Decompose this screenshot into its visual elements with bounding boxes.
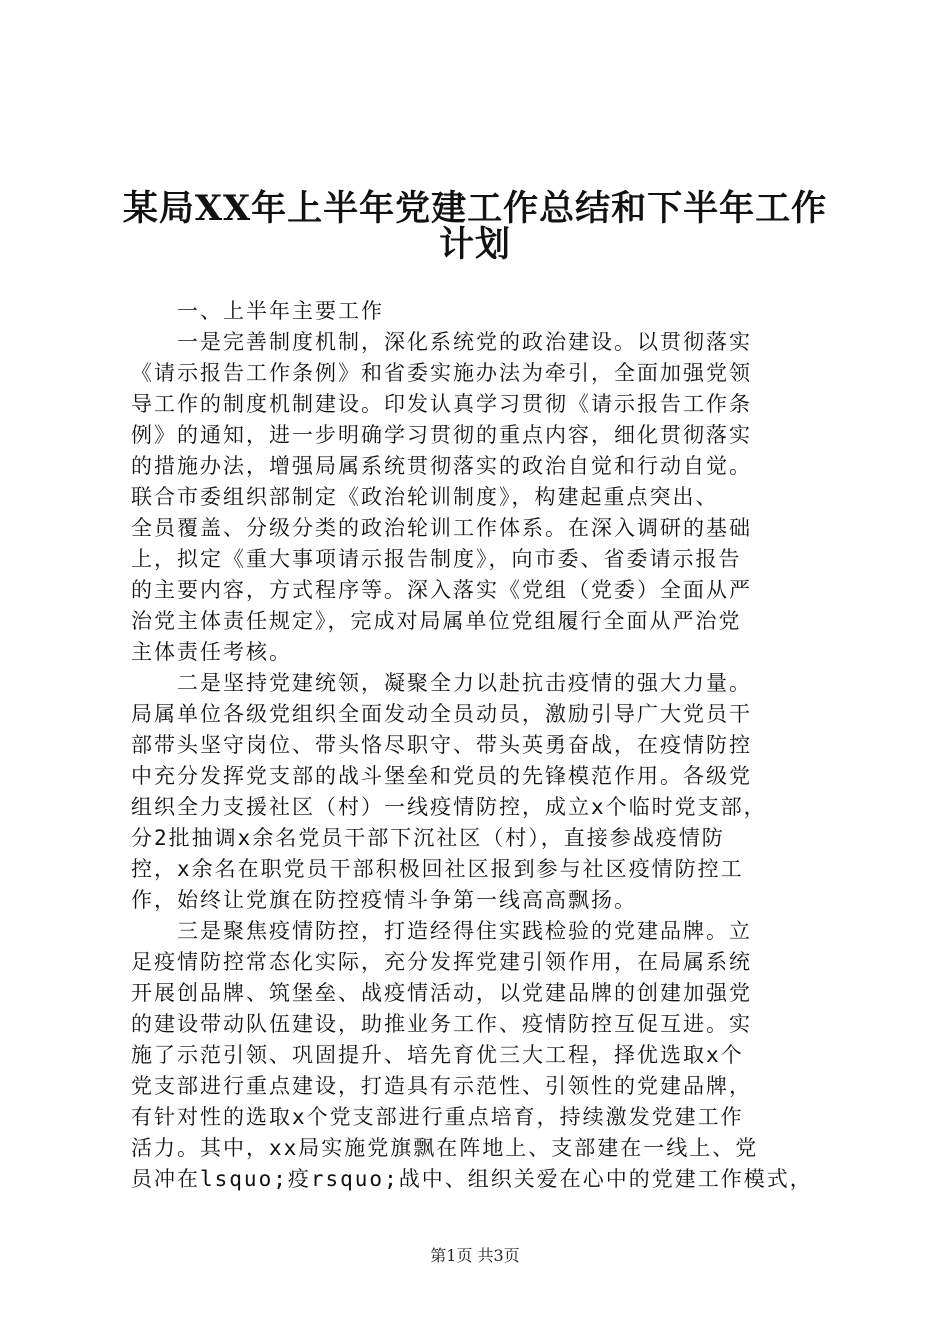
body-line: 一是完善制度机制，深化系统党的政治建设。以贯彻落实 <box>131 330 752 354</box>
body-line: 治党主体责任规定》，完成对局属单位党组履行全面从严治党 <box>131 609 742 633</box>
document-body <box>131 296 831 1195</box>
body-line: 二是坚持党建统领，凝聚全力以赴抗击疫情的强大力量。 <box>131 671 752 695</box>
body-line: 有针对性的选取x个党支部进行重点培育，持续激发党建工作 <box>131 1105 744 1129</box>
body-line: 一、上半年主要工作 <box>131 299 384 323</box>
body-line: 局属单位各级党组织全面发动全员动员，激励引导广大党员干 <box>131 702 752 726</box>
body-line: 控，x余名在职党员干部积极回社区报到参与社区疫情防控工 <box>131 857 744 881</box>
body-line: 的主要内容，方式程序等。深入落实《党组（党委）全面从严 <box>131 578 752 602</box>
body-line: 党支部进行重点建设，打造具有示范性、引领性的党建品牌， <box>131 1074 752 1098</box>
body-line: 主体责任考核。 <box>131 640 292 664</box>
body-line: 足疫情防控常态化实际，充分发挥党建引领作用，在局属系统 <box>131 950 752 974</box>
body-line: 中充分发挥党支部的战斗堡垒和党员的先锋模范作用。各级党 <box>131 764 752 788</box>
body-line: 例》的通知，进一步明确学习贯彻的重点内容，细化贯彻落实 <box>131 423 752 447</box>
body-line: 《请示报告工作条例》和省委实施办法为牵引，全面加强党领 <box>131 361 752 385</box>
body-line: 活力。其中，xx局实施党旗飘在阵地上、支部建在一线上、党 <box>131 1136 759 1160</box>
body-line: 的建设带动队伍建设，助推业务工作、疫情防控互促互进。实 <box>131 1012 752 1036</box>
body-line: 的措施办法，增强局属系统贯彻落实的政治自觉和行动自觉。 <box>131 454 752 478</box>
body-line: 联合市委组织部制定《政治轮训制度》，构建起重点突出、 <box>131 485 719 509</box>
body-line: 开展创品牌、筑堡垒、战疫情活动，以党建品牌的创建加强党 <box>131 981 752 1005</box>
body-line: 组织全力支援社区（村）一线疫情防控，成立x个临时党支部， <box>131 795 767 819</box>
body-line: 全员覆盖、分级分类的政治轮训工作体系。在深入调研的基础 <box>131 516 752 540</box>
body-line: 导工作的制度机制建设。印发认真学习贯彻《请示报告工作条 <box>131 392 752 416</box>
page-footer: 第1页 共3页 <box>430 1246 520 1265</box>
document-title-line-2: 计划 <box>438 224 511 265</box>
body-line: 上，拟定《重大事项请示报告制度》，向市委、省委请示报告 <box>131 547 742 571</box>
body-line: 作，始终让党旗在防控疫情斗争第一线高高飘扬。 <box>131 888 637 912</box>
body-line: 三是聚焦疫情防控，打造经得住实践检验的党建品牌。立 <box>131 919 752 943</box>
body-line: 施了示范引领、巩固提升、培先育优三大工程，择优选取x个 <box>131 1043 744 1067</box>
body-line: 员冲在lsquo;疫rsquo;战中、组织关爱在心中的党建工作模式， <box>131 1167 813 1191</box>
body-line: 部带头坚守岗位、带头恪尽职守、带头英勇奋战，在疫情防控 <box>131 733 752 757</box>
body-line: 分2批抽调x余名党员干部下沉社区（村），直接参战疫情防 <box>131 826 725 850</box>
document-title-line-1: 某局XX年上半年党建工作总结和下半年工作 <box>122 188 828 229</box>
